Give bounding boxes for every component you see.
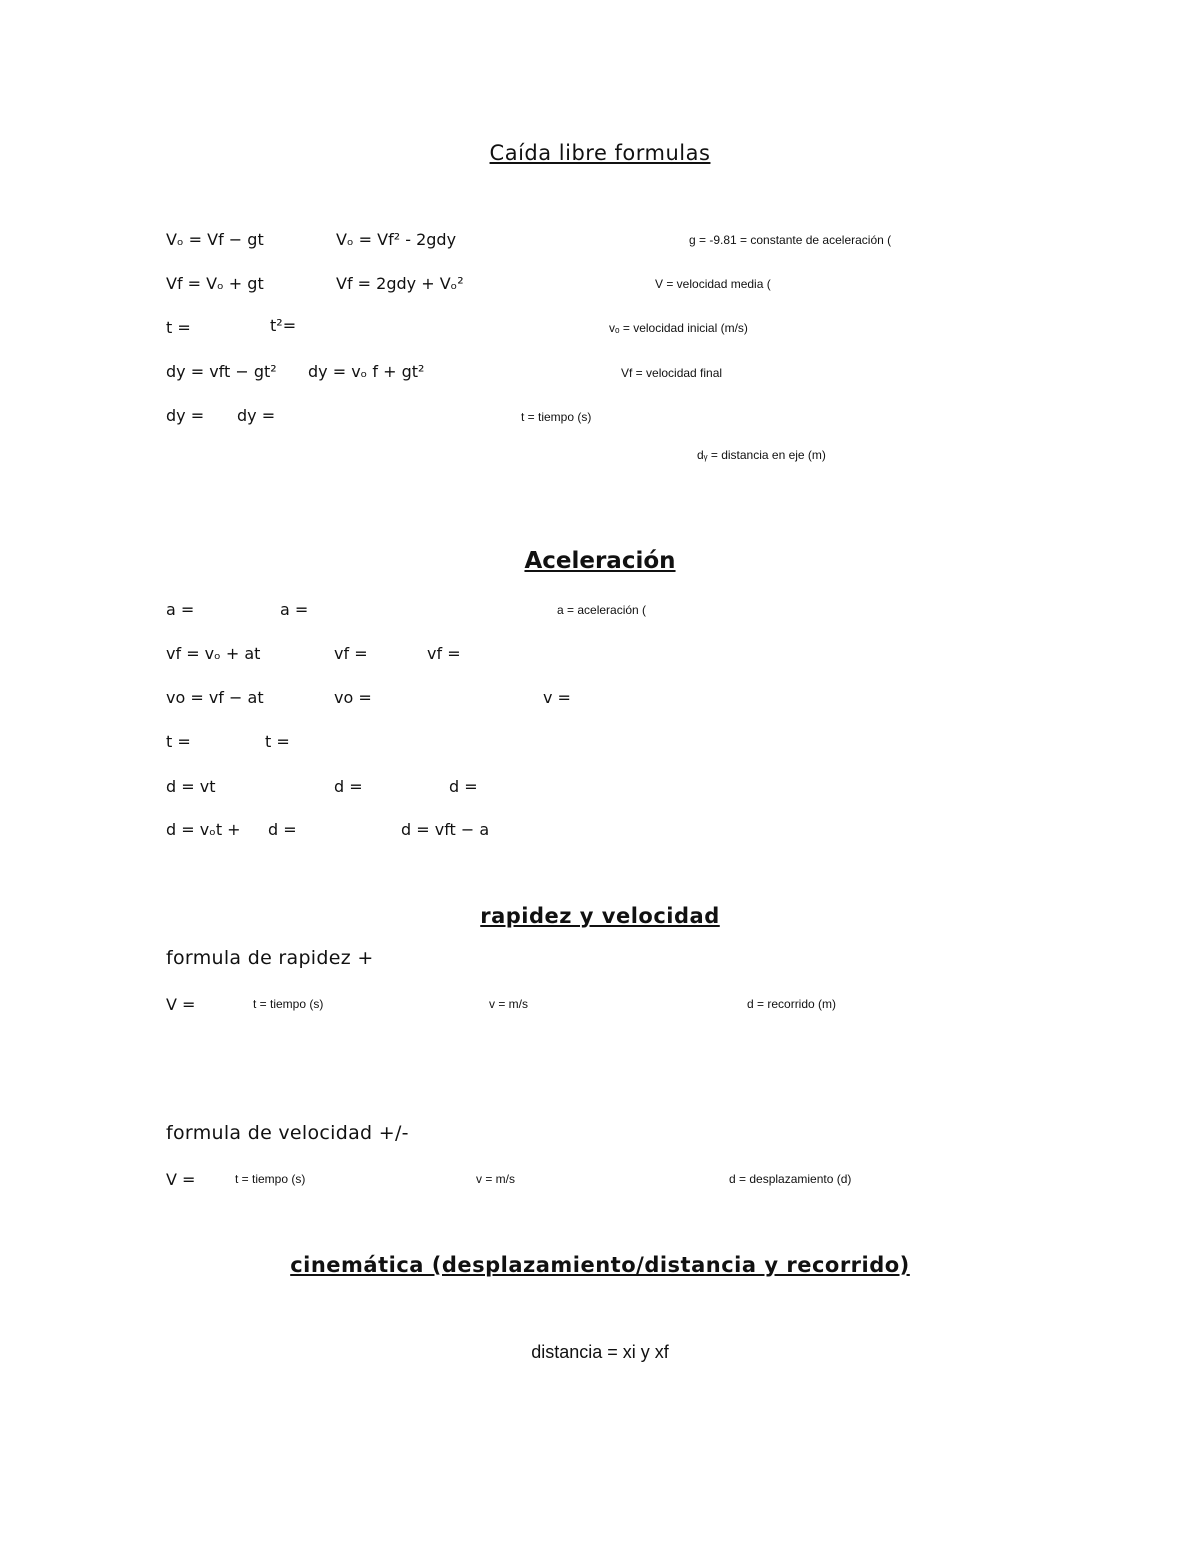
formula: a = bbox=[280, 600, 309, 619]
formula: d = bbox=[334, 777, 363, 796]
formula: Vₒ = Vf − gt bbox=[166, 230, 264, 249]
formula: t = bbox=[166, 318, 191, 337]
note-text: t = tiempo (s) bbox=[235, 1172, 306, 1186]
note-text: t = tiempo (s) bbox=[253, 997, 324, 1011]
formula: dy = bbox=[237, 406, 276, 425]
note-text: v = m/s bbox=[476, 1172, 516, 1186]
subheading-rapidez: formula de rapidez + bbox=[166, 947, 374, 969]
formula: d = bbox=[268, 820, 297, 839]
formula: vo = vf − at bbox=[166, 688, 264, 707]
note-text: d = recorrido (m) bbox=[747, 997, 837, 1011]
formula: d = bbox=[449, 777, 478, 796]
note-text: Vf = velocidad final bbox=[621, 366, 723, 380]
formula: Vₒ = Vf² - 2gdy bbox=[336, 230, 457, 249]
formula: V = bbox=[166, 1170, 196, 1189]
note-text: V = velocidad media ( bbox=[655, 277, 771, 291]
formula: vf = bbox=[334, 644, 368, 663]
formula: V = bbox=[166, 995, 196, 1014]
formula: vf = vₒ + at bbox=[166, 644, 261, 663]
distancia-text: distancia = xi y xf bbox=[531, 1342, 669, 1362]
note-text: dᵧ = distancia en eje (m) bbox=[697, 448, 826, 462]
section-title-cinematica: cinemática (desplazamiento/distancia y recorrido) bbox=[290, 1253, 910, 1277]
formula: d = vₒt + bbox=[166, 820, 241, 839]
formula: dy = bbox=[166, 406, 205, 425]
formula: dy = vₒ f + gt² bbox=[308, 362, 425, 381]
formula: Vf = Vₒ + gt bbox=[166, 274, 264, 293]
formula: Vf = 2gdy + Vₒ² bbox=[336, 274, 464, 293]
note-text: d = desplazamiento (d) bbox=[729, 1172, 852, 1186]
section-title-aceleracion: Aceleración bbox=[524, 548, 676, 574]
formula: a = bbox=[166, 600, 195, 619]
formula: t²= bbox=[270, 316, 297, 335]
note-text: v = m/s bbox=[489, 997, 529, 1011]
note-text: t = tiempo (s) bbox=[521, 410, 592, 424]
note-text: a = aceleración ( bbox=[557, 603, 647, 617]
formula: vf = bbox=[427, 644, 461, 663]
formula: vo = bbox=[334, 688, 372, 707]
note-text: vₒ = velocidad inicial (m/s) bbox=[609, 321, 748, 335]
formula: t = bbox=[265, 732, 290, 751]
section-title-caida-libre: Caída libre formulas bbox=[489, 141, 711, 165]
subheading-velocidad: formula de velocidad +/- bbox=[166, 1122, 409, 1144]
formula: d = vft − a bbox=[401, 820, 490, 839]
formula: v = bbox=[543, 688, 571, 707]
formula: t = bbox=[166, 732, 191, 751]
formula: d = vt bbox=[166, 777, 216, 796]
note-text: g = -9.81 = constante de aceleración ( bbox=[689, 233, 892, 247]
formula: dy = vft − gt² bbox=[166, 362, 277, 381]
section-title-rapidez-velocidad: rapidez y velocidad bbox=[480, 904, 720, 928]
